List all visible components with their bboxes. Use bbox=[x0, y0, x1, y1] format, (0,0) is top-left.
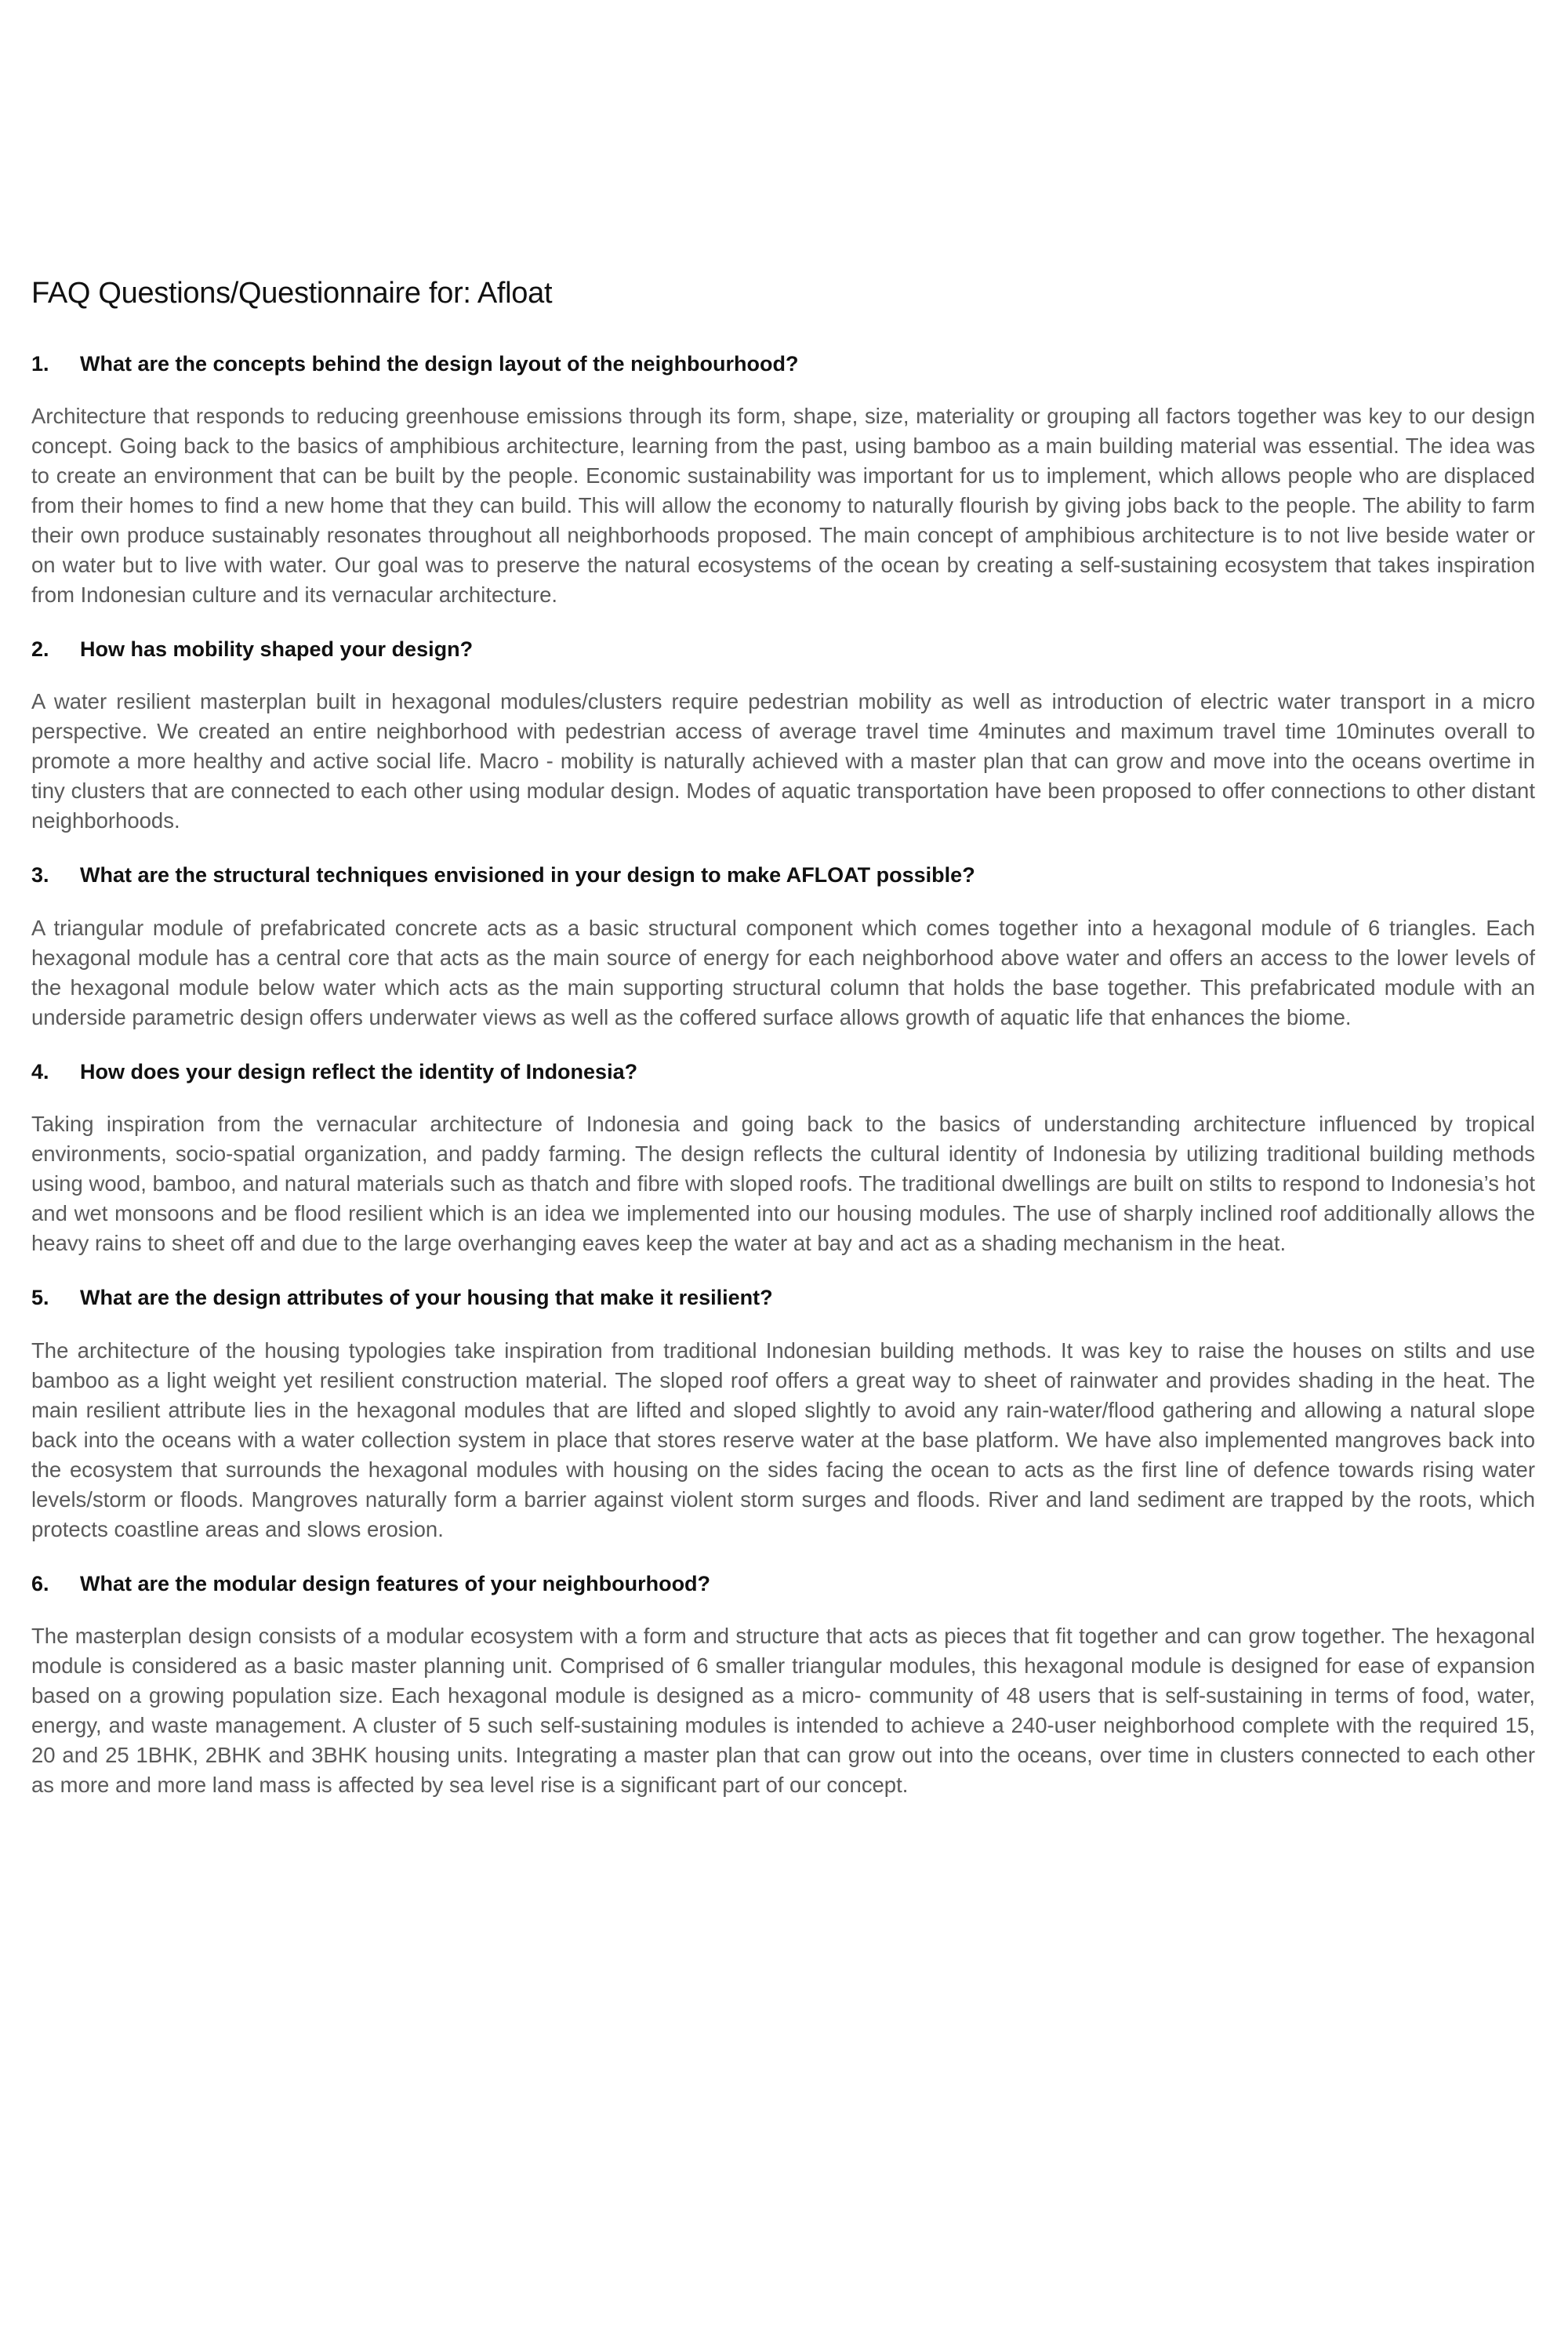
document-title: FAQ Questions/Questionnaire for: Afloat bbox=[31, 277, 553, 310]
faq-question bbox=[31, 1285, 1535, 1310]
question-number: 3. bbox=[31, 863, 49, 887]
faq-question bbox=[31, 637, 1535, 662]
document-page bbox=[31, 276, 1535, 1827]
faq-answer: The architecture of the housing typologies take inspiration from traditional Indonesian building methods. It was key to raise the houses on stilts and use bamboo as a light weight yet resilient construction material. The sloped roof offers a great way to sheet of rainwater and provides shading in the heat. The main resilient attribute lies in the hexagonal modules that are lifted and sloped slightly to avoid any rain-water/flood gathering and allowing a natural slope back into the oceans with a water collection system in place that stores reserve water at the base platform. We have also implemented mangroves back into the ecosystem that surrounds the hexagonal modules with housing on the sides facing the ocean to acts as the first line of defence towards rising water levels/storm or floods. Mangroves naturally form a barrier against violent storm surges and floods. River and land sediment are trapped by the roots, which protects coastline areas and slows erosion. bbox=[31, 1338, 1535, 1541]
question-text: What are the design attributes of your housing that make it resilient? bbox=[80, 1286, 773, 1310]
faq-question bbox=[31, 1571, 1535, 1596]
question-number: 2. bbox=[31, 637, 49, 661]
question-number: 1. bbox=[31, 351, 49, 376]
faq-answer: A triangular module of prefabricated concrete acts as a basic structural component which comes together into a hexagonal module of 6 triangles. Each hexagonal module has a central core that acts as the main source of energy for each neighborhood above water and offers an access to the lower levels of the hexagonal module below water which acts as the main supporting structural column that holds the base together. This prefabricated module with an underside parametric design offers underwater views as well as the coffered surface allows growth of aquatic life that enhances the biome. bbox=[31, 915, 1535, 1029]
faq-answer: The masterplan design consists of a modular ecosystem with a form and structure that acts as pieces that fit together and can grow together. The hexagonal module is considered as a basic master planning unit. Comprised of 6 smaller triangular modules, this hexagonal module is designed for ease of expansion based on a growing population size. Each hexagonal module is designed as a micro- community of 48 users that is self-sustaining in terms of food, water, energy, and waste management. A cluster of 5 such self-sustaining modules is intended to achieve a 240-user neighborhood complete with the required 15, 20 and 25 1BHK, 2BHK and 3BHK housing units. Integrating a master plan that can grow out into the oceans, over time in clusters connected to each other as more and more land mass is affected by sea level rise is a significant part of our concept. bbox=[31, 1623, 1535, 1797]
question-text: What are the modular design features of your neighbourhood? bbox=[80, 1571, 711, 1595]
question-number: 5. bbox=[31, 1286, 49, 1310]
question-text: How does your design reflect the identity of Indonesia? bbox=[80, 1059, 638, 1083]
faq-item-6 bbox=[31, 1571, 1535, 1800]
faq-question bbox=[31, 351, 1535, 376]
faq-answer: Taking inspiration from the vernacular architecture of Indonesia and going back to the basics of understanding architecture influenced by tropical environments, socio-spatial organization, and paddy farming. The design reflects the cultural identity of Indonesia by utilizing traditional building methods using wood, bamboo, and natural materials such as thatch and fibre with sloped roofs. The traditional dwellings are built on stilts to respond to Indonesia’s hot and wet monsoons and be flood resilient which is an idea we implemented into our housing modules. The use of sharply inclined roof additionally allows the heavy rains to sheet off and due to the large overhanging eaves keep the water at bay and act as a shading mechanism in the heat. bbox=[31, 1112, 1535, 1256]
question-number: 4. bbox=[31, 1059, 49, 1083]
question-number: 6. bbox=[31, 1571, 49, 1595]
question-text: What are the concepts behind the design layout of the neighbourhood? bbox=[80, 351, 799, 376]
faq-question bbox=[31, 862, 1535, 887]
faq-item-1 bbox=[31, 351, 1535, 610]
faq-item-4 bbox=[31, 1059, 1535, 1258]
faq-item-2 bbox=[31, 637, 1535, 836]
faq-answer: A water resilient masterplan built in hexagonal modules/clusters require pedestrian mobility as well as introduction of electric water transport in a micro perspective. We created an entire neighborhood with pedestrian access of average travel time 4minutes and maximum travel time 10minutes overall to promote a more healthy and active social life. Macro - mobility is naturally achieved with a master plan that can grow and move into the oceans overtime in tiny clusters that are connected to each other using modular design. Modes of aquatic transportation have been proposed to offer connections to other distant neighborhoods. bbox=[31, 689, 1535, 833]
faq-item-3 bbox=[31, 862, 1535, 1032]
question-text: What are the structural techniques envisioned in your design to make AFLOAT possible? bbox=[80, 863, 975, 887]
faq-question bbox=[31, 1059, 1535, 1084]
faq-answer: Architecture that responds to reducing greenhouse emissions through its form, shape, size, materiality or grouping all factors together was key to our design concept. Going back to the basics of amphibious architecture, learning from the past, using bamboo as a main building material was essential. The idea was to create an environment that can be built by the people. Economic sustainability was important for us to implement, which allows people who are displaced from their homes to find a new home that they can build. This will allow the economy to naturally flourish by giving jobs back to the people. The ability to farm their own produce sustainably resonates throughout all neighborhoods proposed. The main concept of amphibious architecture is to not live beside water or on water but to live with water. Our goal was to preserve the natural ecosystems of the ocean by creating a self-sustaining ecosystem that takes inspiration from Indonesian culture and its vernacular architecture. bbox=[31, 403, 1535, 607]
faq-item-5 bbox=[31, 1285, 1535, 1544]
question-text: How has mobility shaped your design? bbox=[80, 637, 474, 661]
